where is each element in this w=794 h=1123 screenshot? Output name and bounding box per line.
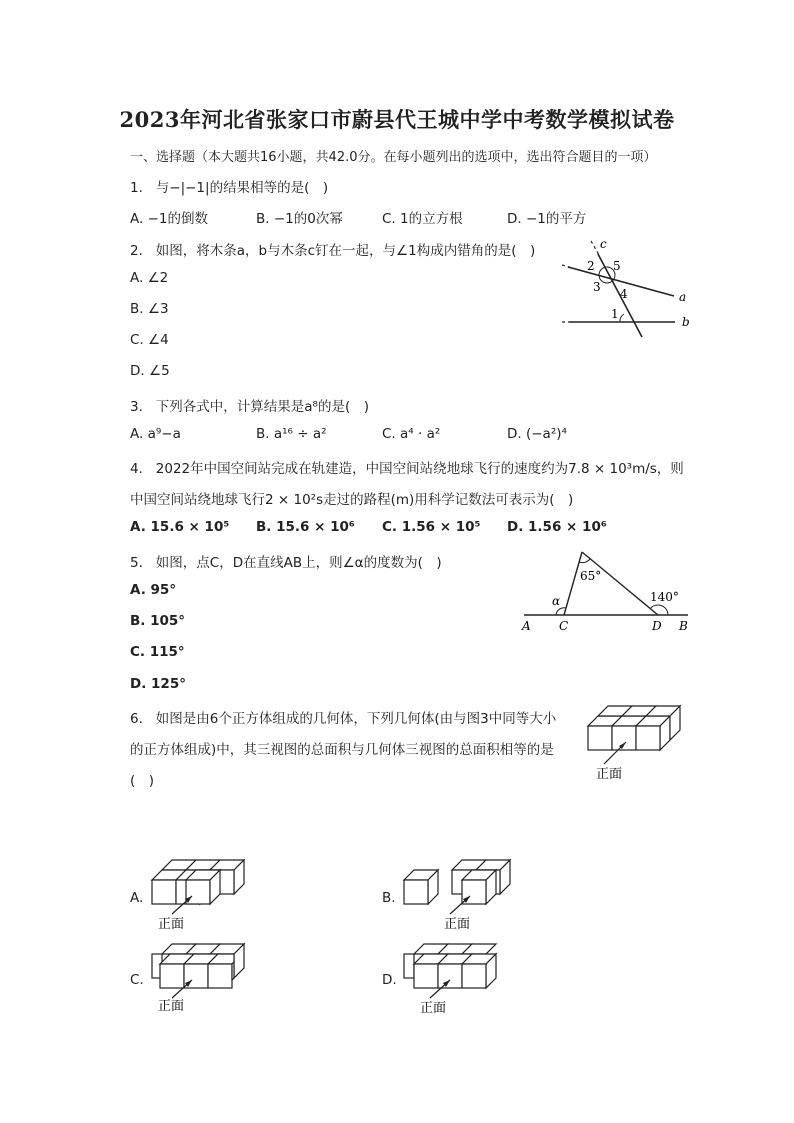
option-b: B. 15.6 × 10⁶ xyxy=(256,519,355,535)
front-label: 正面 xyxy=(158,917,185,932)
front-label: 正面 xyxy=(420,1001,447,1016)
question-stem: 与−|−1|的结果相等的是( ) xyxy=(155,180,329,196)
label-5: 5 xyxy=(613,259,621,273)
option-a: A. 95° xyxy=(130,582,177,598)
question-number: 5. xyxy=(130,555,143,571)
option-d: D. 1.56 × 10⁶ xyxy=(507,519,607,535)
option-a: A. xyxy=(130,890,144,906)
option-b: B. ∠3 xyxy=(130,301,169,317)
option-a: A. ∠2 xyxy=(130,270,169,286)
question-number: 2. xyxy=(130,243,143,259)
option-d: D. xyxy=(382,972,397,988)
front-label: 正面 xyxy=(444,917,471,932)
question-6-line3: ( ) xyxy=(130,773,155,789)
label-b: b xyxy=(682,315,690,329)
q6-option-b-figure xyxy=(400,856,524,934)
label-A: A xyxy=(522,619,531,633)
page-title: 2023年河北省张家口市蔚县代王城中学中考数学模拟试卷 xyxy=(119,107,675,132)
label-a: a xyxy=(679,290,687,304)
question-2 xyxy=(130,239,535,259)
option-d: D. ∠5 xyxy=(130,363,170,379)
question-stem-line1: 2022年中国空间站完成在轨建造，中国空间站绕地球飞行的速度约为7.8 × 10³m/s，则 xyxy=(155,461,684,477)
label-D: D xyxy=(652,619,662,633)
segment-top-d xyxy=(582,552,658,615)
q6-figure xyxy=(584,702,694,784)
question-stem: 下列各式中，计算结果是a⁸的是( ) xyxy=(155,399,369,415)
question-3 xyxy=(130,395,369,415)
option-c: C. xyxy=(130,972,144,988)
angle-arc-1 xyxy=(620,314,624,322)
label-4: 4 xyxy=(620,287,628,301)
question-6 xyxy=(130,707,556,727)
label-3: 3 xyxy=(593,280,601,294)
option-c: C. a⁴ · a² xyxy=(382,426,441,442)
q2-figure xyxy=(560,236,700,346)
option-b: B. 105° xyxy=(130,613,186,629)
q5-figure xyxy=(518,548,694,636)
line-c-dash xyxy=(591,241,599,255)
label-65: 65° xyxy=(580,569,602,583)
front-label: 正面 xyxy=(158,999,185,1014)
label-C: C xyxy=(559,619,569,633)
question-number: 6. xyxy=(130,711,143,727)
option-c: C. 1.56 × 10⁵ xyxy=(382,519,481,535)
q6-option-a-figure xyxy=(148,856,248,934)
option-b: B. a¹⁶ ÷ a² xyxy=(256,426,327,442)
option-d: D. (−a²)⁴ xyxy=(507,426,567,442)
q6-option-c-figure xyxy=(148,940,248,1016)
question-4-line2: 中国空间站绕地球飞行2 × 10²s走过的路程(m)用科学记数法可表示为( ) xyxy=(130,492,574,508)
option-a: A. 15.6 × 10⁵ xyxy=(130,519,230,535)
question-1 xyxy=(130,176,328,196)
label-140: 140° xyxy=(650,590,679,604)
question-number: 3. xyxy=(130,399,143,415)
question-stem: 如图，点C，D在直线AB上，则∠α的度数为( ) xyxy=(155,555,442,571)
label-2: 2 xyxy=(587,259,595,273)
option-d: D. −1的平方 xyxy=(507,211,587,227)
option-d: D. 125° xyxy=(130,676,186,692)
option-c: C. 115° xyxy=(130,644,185,660)
label-B: B xyxy=(679,619,688,633)
label-1: 1 xyxy=(611,307,619,321)
segment-c-top xyxy=(564,552,582,615)
option-b: B. −1的0次幂 xyxy=(256,211,343,227)
option-c: C. 1的立方根 xyxy=(382,211,463,227)
q6-option-d-figure xyxy=(400,940,506,1018)
label-alpha: α xyxy=(552,594,561,608)
line-a-dash xyxy=(562,265,570,267)
question-6-line2: 的正方体组成)中，其三视图的总面积与几何体三视图的总面积相等的是 xyxy=(130,742,554,758)
question-number: 4. xyxy=(130,461,143,477)
label-c: c xyxy=(600,237,607,251)
option-b: B. xyxy=(382,890,396,906)
question-stem: 如图，将木条a，b与木条c钉在一起，与∠1构成内错角的是( ) xyxy=(155,243,536,259)
option-c: C. ∠4 xyxy=(130,332,169,348)
angle-arc-65 xyxy=(579,559,590,563)
front-label: 正面 xyxy=(596,767,623,782)
question-4 xyxy=(130,457,684,477)
option-a: A. −1的倒数 xyxy=(130,211,208,227)
option-a: A. a⁹−a xyxy=(130,426,181,442)
question-5 xyxy=(130,551,442,571)
section-heading: 一、选择题（本大题共16小题，共42.0分。在每小题列出的选项中，选出符合题目的一项） xyxy=(130,150,657,165)
question-stem-line1: 如图是由6个正方体组成的几何体，下列几何体(由与图3中同等大小 xyxy=(155,711,557,727)
question-number: 1. xyxy=(130,180,143,196)
